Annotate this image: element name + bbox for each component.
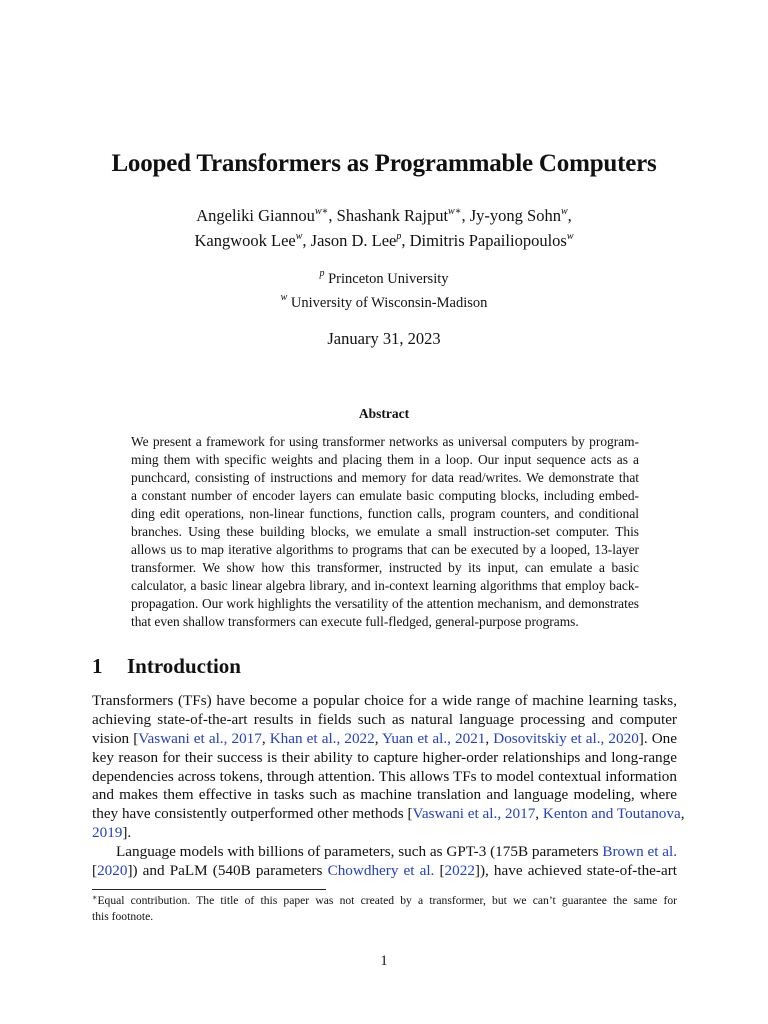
section-title: Introduction <box>127 654 241 678</box>
author-line-2: Kangwook Lee$^w$, Jason D. Lee$^p$, Dimitris Papailiopoulos$^w$ <box>194 231 574 250</box>
affiliation-wisconsin: $^w$ University of Wisconsin-Madison <box>280 292 488 311</box>
abstract-line: transformer. We show how this transformer, instructed by its input, can emulate a basic <box>131 560 639 575</box>
abstract-line: propagation. Our work highlights the versatility of the attention mechanism, and demonstrates <box>131 596 639 611</box>
author-mark: w∗ <box>314 206 329 217</box>
footnote <box>92 893 677 924</box>
introduction-body <box>92 692 685 881</box>
abstract-line: a constant number of encoder layers can emulate basic computing blocks, including embed- <box>131 488 639 503</box>
abstract-line: ding edit operations, non-linear functions, function calls, program counters, and conditional <box>131 506 639 521</box>
author-name: Angeliki Giannou <box>196 206 315 225</box>
affiliation-mark: p <box>319 268 325 279</box>
citation-link[interactable]: Brown et al. <box>602 843 678 861</box>
abstract-line: allows us to map iterative algorithms to programs that can be executed by a looped, 13-layer <box>131 542 639 557</box>
author-name: Dimitris Papailiopoulos <box>409 231 567 250</box>
section-heading <box>92 654 241 679</box>
body-line: dependencies across tokens, through attention. This allows TFs to model contextual information <box>92 767 677 785</box>
author-name: Jason D. Lee <box>310 231 397 250</box>
author-list <box>0 203 768 253</box>
body-line: key reason for their success is their ability to capture higher-order relationships and long-range <box>92 748 677 766</box>
citation-link[interactable]: Chowdhery et al. <box>327 862 435 880</box>
footnote-mark: ∗ <box>92 893 98 902</box>
citation-link[interactable]: Yuan et al., 2021 <box>382 729 486 747</box>
citation-link[interactable]: 2020 <box>97 862 128 880</box>
body-line: 2019]. <box>92 824 132 842</box>
body-line: Language models with billions of parameters, such as GPT-3 (175B parameters Brown et al. <box>116 843 678 861</box>
author-name: Jy-yong Sohn <box>469 206 561 225</box>
section-number: 1 <box>92 654 103 678</box>
citation-link[interactable]: Dosovitskiy et al., 2020 <box>493 729 639 747</box>
citation-link[interactable]: 2019 <box>92 824 123 842</box>
paper-title: Looped Transformers as Programmable Computers <box>111 150 657 177</box>
body-line: [2020]) and PaLM (540B parameters Chowdhery et al. [2022]), have achieved state-of-the-art <box>92 862 677 880</box>
author-mark: w <box>560 206 568 217</box>
abstract-line: calculator, a basic linear algebra library, and in-context learning algorithms that employ back- <box>131 578 639 593</box>
body-line: vision [Vaswani et al., 2017, Khan et al., 2022, Yuan et al., 2021, Dosovitskiy et al., 2020]. One <box>92 729 678 747</box>
author-mark: w <box>566 231 574 242</box>
footnote-rule <box>92 889 326 890</box>
citation-link[interactable]: 2022 <box>444 862 475 880</box>
abstract-line: ming them with specific weights and placing them in a loop. Our input sequence acts as a <box>131 452 639 467</box>
abstract-line: branches. Using these building blocks, we emulate a small instruction-set computer. This <box>131 524 639 539</box>
page-number: 1 <box>380 953 388 969</box>
body-line: achieving state-of-the-art results in fields such as natural language processing and computer <box>92 710 677 728</box>
abstract-line: that even shallow transformers can execute full-fledged, general-purpose programs. <box>131 614 579 629</box>
abstract-heading: Abstract <box>358 406 410 421</box>
author-line-1: Angeliki Giannou$^{w∗}$, Shashank Rajput$^{w∗}$, Jy-yong Sohn$^w$, <box>196 206 572 225</box>
body-line: they have consistently outperformed other methods [Vaswani et al., 2017, Kenton and Toutanova, <box>92 805 685 823</box>
author-mark: w∗ <box>448 206 462 217</box>
abstract-body <box>131 433 639 631</box>
citation-link[interactable]: Khan et al., 2022 <box>269 729 375 747</box>
author-mark: w <box>295 231 303 242</box>
body-line: and makes them effective in tasks such as machine translation and language modeling, where <box>92 786 677 804</box>
author-mark: p <box>396 231 402 242</box>
footnote-line: ∗Equal contribution. The title of this paper was not created by a transformer, but we can’t guarantee the same for <box>92 893 677 907</box>
body-line: Transformers (TFs) have become a popular choice for a wide range of machine learning tasks, <box>92 692 677 709</box>
affiliation-mark: w <box>280 292 288 303</box>
footnote-line: this footnote. <box>92 909 154 923</box>
paper-date: January 31, 2023 <box>327 329 441 348</box>
abstract-line: punchcard, consisting of instructions and memory for data read/writes. We demonstrate that <box>131 470 639 485</box>
affiliation-princeton: $^p$ Princeton University <box>319 268 449 287</box>
citation-link[interactable]: Vaswani et al., 2017 <box>138 729 262 747</box>
author-name: Shashank Rajput <box>336 206 449 225</box>
citation-link[interactable]: Vaswani et al., 2017 <box>412 805 536 823</box>
abstract-line: We present a framework for using transformer networks as universal computers by program- <box>131 434 639 449</box>
author-name: Kangwook Lee <box>194 231 296 250</box>
citation-link[interactable]: Kenton and Toutanova <box>542 805 681 823</box>
